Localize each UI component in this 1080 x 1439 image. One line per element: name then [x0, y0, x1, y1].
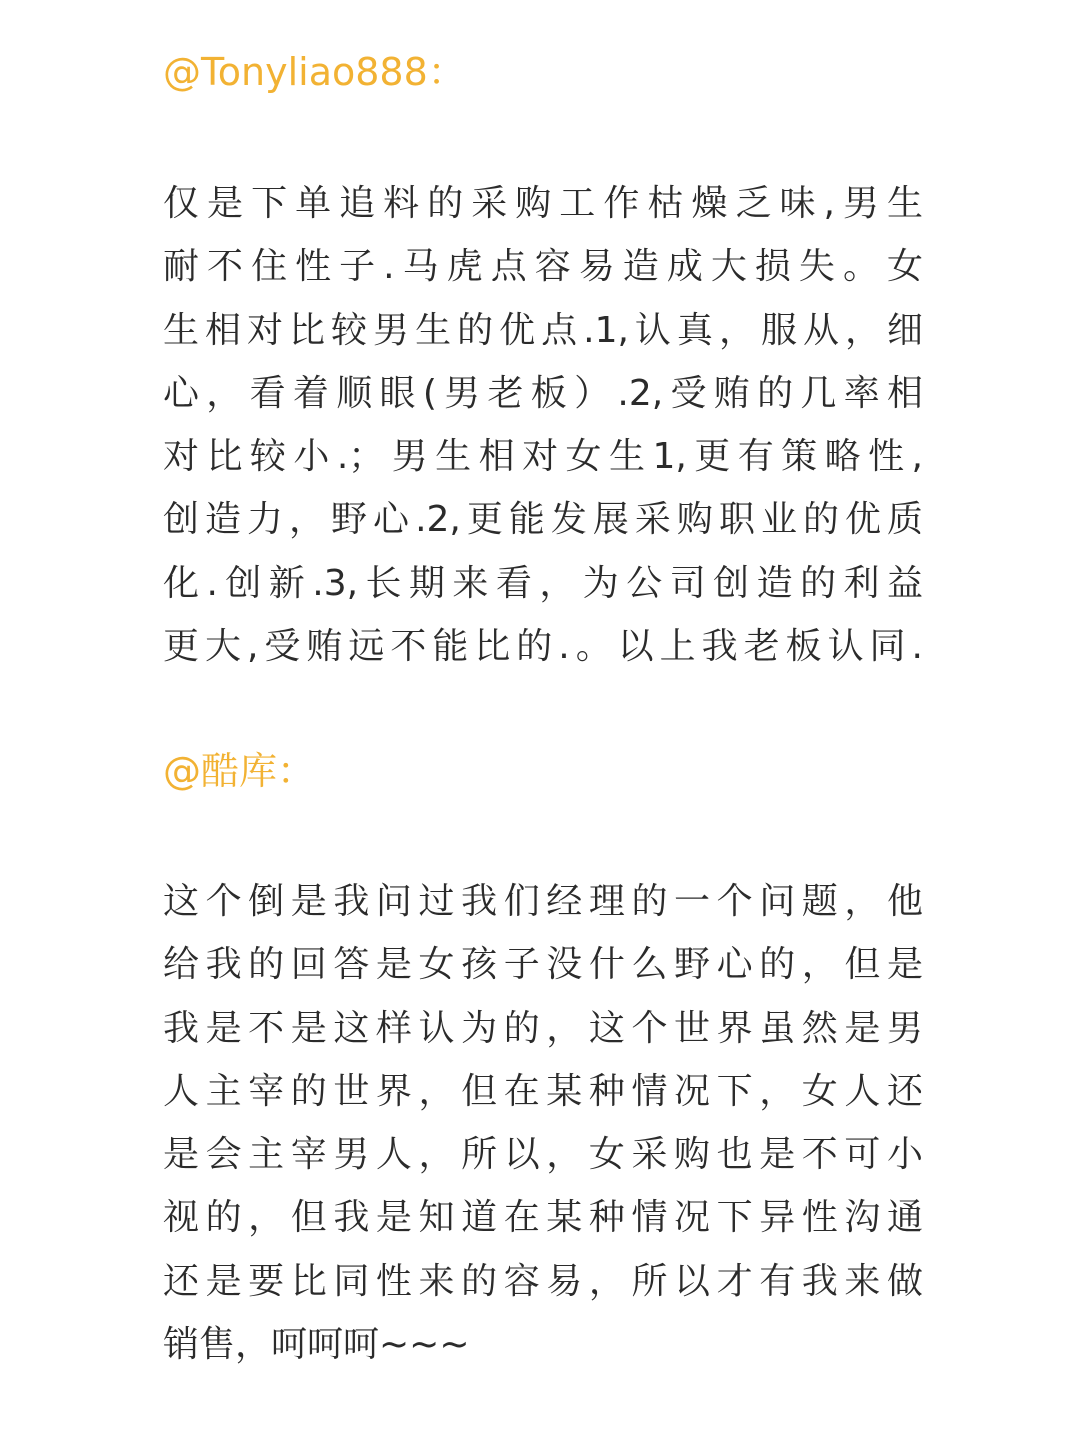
comment-line: 还是要比同性来的容易，所以才有我来做	[163, 1260, 923, 1302]
comment-line: 创造力，野心.2,更能发展采购职业的优质	[163, 499, 923, 541]
comment-line: 这个倒是我问过我们经理的一个问题，他	[163, 881, 923, 922]
comment-body	[163, 870, 923, 1376]
comment-line: 对比较小.；男生相对女生1,更有策略性,	[163, 436, 923, 478]
comment-body	[163, 172, 923, 678]
comment-line: 销售，呵呵呵~~~	[163, 1324, 470, 1366]
comment-line: 更大,受贿远不能比的.。以上我老板认同.	[163, 626, 923, 668]
comment-line: 给我的回答是女孩子没什么野心的，但是	[163, 944, 923, 986]
comment-line: 生相对比较男生的优点.1,认真，服从，细	[163, 309, 923, 351]
comment-line: 人主宰的世界，但在某种情况下，女人还	[163, 1070, 923, 1112]
comment-line: 是会主宰男人，所以，女采购也是不可小	[163, 1134, 923, 1176]
comment-line: 仅是下单追料的采购工作枯燥乏味,男生	[163, 183, 923, 224]
comment-line: 视的，但我是知道在某种情况下异性沟通	[163, 1197, 923, 1239]
comment-line: 心，看着顺眼(男老板）.2,受贿的几率相	[163, 372, 923, 414]
comment-line: 化.创新.3,长期来看，为公司创造的利益	[163, 562, 923, 604]
comment-line: 耐不住性子.马虎点容易造成大损失。女	[163, 246, 923, 288]
comment-line: 我是不是这样认为的，这个世界虽然是男	[163, 1007, 923, 1049]
commenter-handle: @酷库：	[163, 749, 316, 793]
commenter-handle: @Tonyliao888：	[163, 50, 466, 94]
